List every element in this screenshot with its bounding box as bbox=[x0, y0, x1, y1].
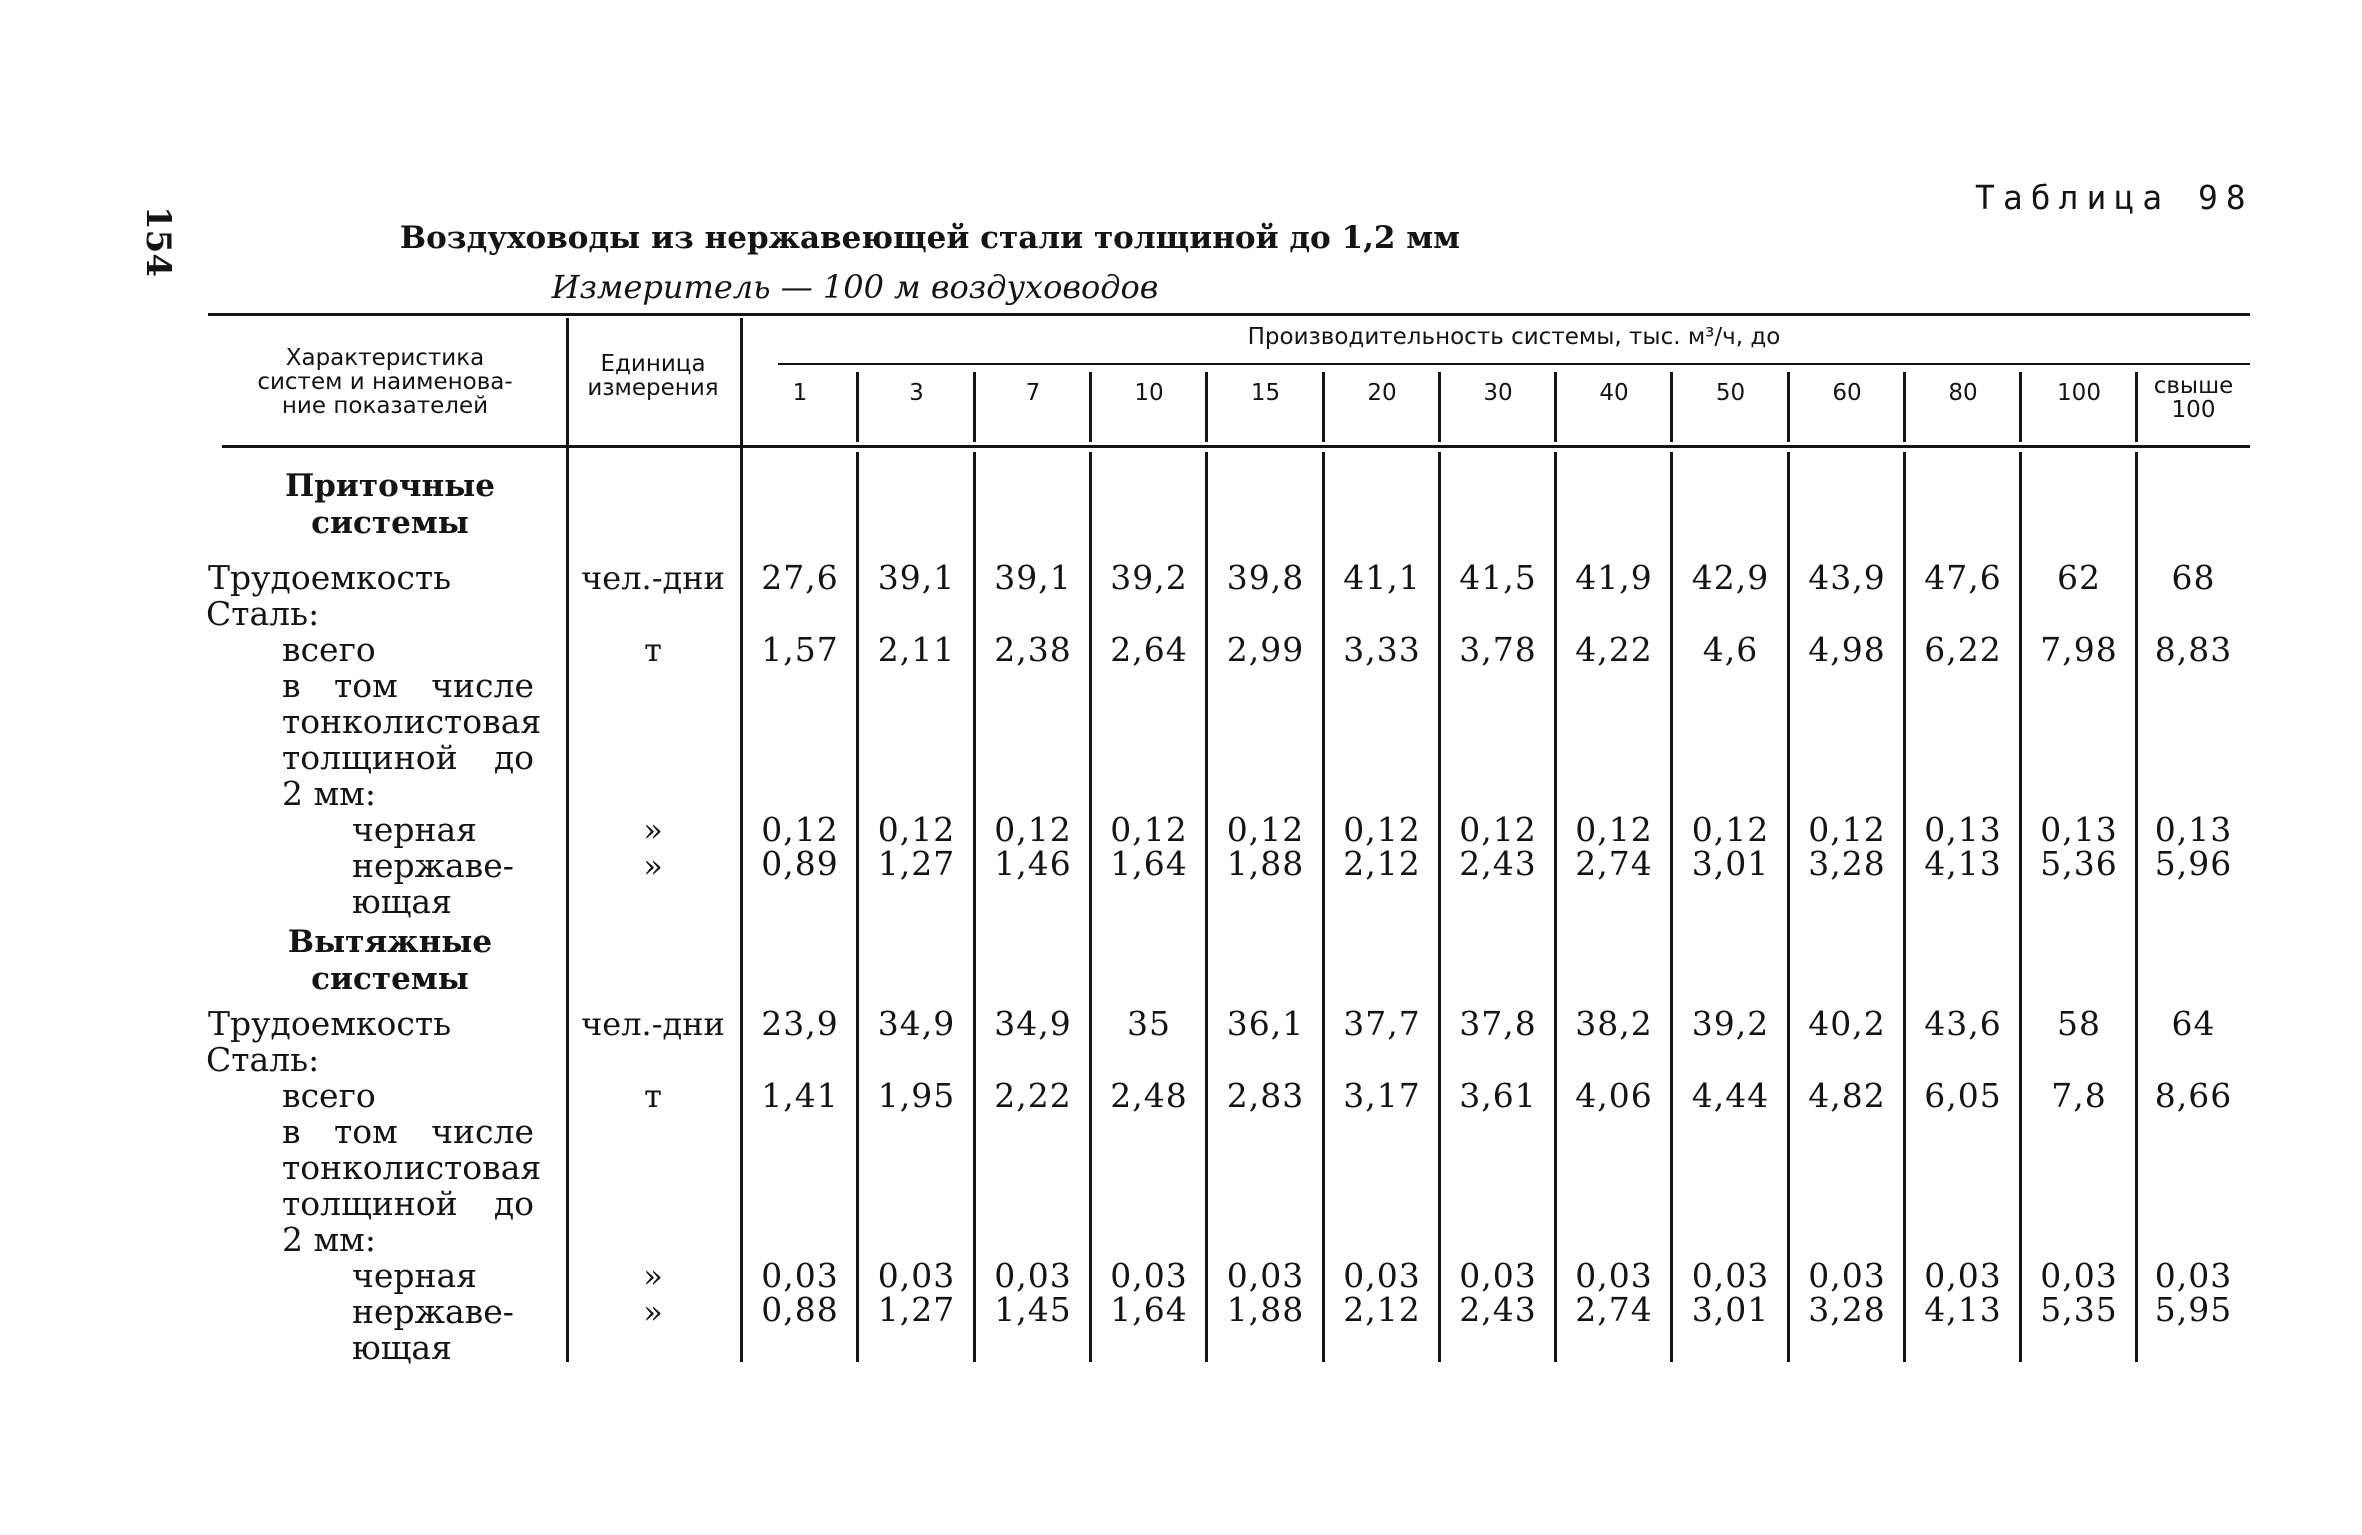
cell-total: 4,82 bbox=[1808, 1076, 1886, 1115]
cell-labor: 27,6 bbox=[761, 558, 839, 597]
cell-black: 0,12 bbox=[1110, 810, 1188, 849]
section-title-supply: Приточные системы bbox=[284, 468, 495, 541]
header-capacity: Производительность системы, тыс. м³/ч, до bbox=[1247, 324, 1781, 350]
cell-total: 7,98 bbox=[2040, 630, 2118, 669]
column-separator bbox=[1089, 372, 1092, 442]
cell-stainless: 1,64 bbox=[1110, 1290, 1188, 1329]
column-separator bbox=[1670, 372, 1673, 442]
cell-black: 0,12 bbox=[1459, 810, 1537, 849]
column-separator bbox=[1205, 372, 1208, 442]
section-title-exhaust: Вытяжные системы bbox=[287, 924, 493, 997]
cell-stainless: 0,88 bbox=[761, 1290, 839, 1329]
cell-black: 0,03 bbox=[994, 1256, 1072, 1295]
cell-stainless: 3,28 bbox=[1808, 844, 1886, 883]
cell-black: 0,12 bbox=[1691, 810, 1770, 849]
cell-stainless: 4,13 bbox=[1924, 1290, 2002, 1329]
cell-total: 6,05 bbox=[1924, 1076, 2002, 1115]
cell-total: 1,95 bbox=[877, 1076, 956, 1115]
cell-labor: 39,1 bbox=[994, 558, 1072, 597]
cell-stainless: 5,96 bbox=[2154, 844, 2233, 883]
cell-black: 0,12 bbox=[761, 810, 839, 849]
cell-black: 0,13 bbox=[2040, 810, 2118, 849]
cell-total: 4,22 bbox=[1575, 630, 1653, 669]
column-separator bbox=[1903, 372, 1906, 442]
cell-black: 0,03 bbox=[1691, 1256, 1770, 1295]
cell-black: 0,03 bbox=[1226, 1256, 1305, 1295]
cell-labor: 35 bbox=[1127, 1004, 1171, 1043]
cell-labor: 62 bbox=[2057, 558, 2101, 597]
cell-total: 2,22 bbox=[994, 1076, 1072, 1115]
column-separator bbox=[1322, 372, 1325, 442]
cell-stainless: 2,43 bbox=[1459, 1290, 1537, 1329]
cell-total: 1,41 bbox=[761, 1076, 839, 1115]
cell-stainless: 1,88 bbox=[1226, 1290, 1305, 1329]
header-column-6: 20 bbox=[1367, 380, 1397, 406]
cell-labor: 39,1 bbox=[877, 558, 956, 597]
cell-black: 0,03 bbox=[1343, 1256, 1421, 1295]
column-separator bbox=[1438, 372, 1441, 442]
cell-total: 2,83 bbox=[1226, 1076, 1305, 1115]
cell-black: 0,03 bbox=[1575, 1256, 1653, 1295]
cell-black: 0,12 bbox=[877, 810, 956, 849]
unit-total: т bbox=[644, 1077, 662, 1115]
row-label-black: черная bbox=[352, 810, 477, 849]
cell-stainless: 1,27 bbox=[877, 844, 956, 883]
table-top-rule bbox=[208, 313, 2250, 316]
cell-black: 0,13 bbox=[1924, 810, 2002, 849]
cell-labor: 39,2 bbox=[1691, 1004, 1770, 1043]
row-label-labor: Трудоемкость bbox=[208, 558, 452, 597]
row-label-total: всего bbox=[282, 630, 376, 669]
cell-labor: 36,1 bbox=[1226, 1004, 1305, 1043]
unit-labor: чел.-дни bbox=[581, 559, 725, 597]
cell-stainless: 5,36 bbox=[2040, 844, 2118, 883]
cell-labor: 37,7 bbox=[1343, 1004, 1421, 1043]
row-label-thin-sheet: в том числе тонколистовая толщиной до 2 мм: bbox=[282, 666, 542, 813]
cell-black: 0,03 bbox=[1110, 1256, 1188, 1295]
cell-stainless: 0,89 bbox=[761, 844, 839, 883]
cell-stainless: 5,35 bbox=[2040, 1290, 2118, 1329]
cell-black: 0,12 bbox=[1808, 810, 1886, 849]
cell-labor: 37,8 bbox=[1459, 1004, 1537, 1043]
row-label-stainless: нержаве- ющая bbox=[352, 846, 514, 921]
cell-labor: 47,6 bbox=[1924, 558, 2002, 597]
table-title: Воздуховоды из нержавеющей стали толщиной до 1,2 мм bbox=[399, 220, 1461, 256]
capacity-rule bbox=[778, 363, 2250, 365]
cell-total: 4,06 bbox=[1575, 1076, 1653, 1115]
cell-stainless: 1,27 bbox=[877, 1290, 956, 1329]
cell-total: 4,98 bbox=[1808, 630, 1886, 669]
cell-total: 6,22 bbox=[1924, 630, 2002, 669]
unit-total: т bbox=[644, 631, 662, 669]
row-label-total: всего bbox=[282, 1076, 376, 1115]
cell-black: 0,03 bbox=[1459, 1256, 1537, 1295]
header-column-4: 10 bbox=[1134, 380, 1164, 406]
cell-black: 0,03 bbox=[2154, 1256, 2233, 1295]
cell-labor: 43,9 bbox=[1808, 558, 1886, 597]
cell-black: 0,03 bbox=[1924, 1256, 2002, 1295]
row-label-labor: Трудоемкость bbox=[208, 1004, 452, 1043]
cell-total: 1,57 bbox=[761, 630, 839, 669]
column-separator bbox=[973, 372, 976, 442]
row-label-steel: Сталь: bbox=[206, 1040, 320, 1079]
cell-black: 0,03 bbox=[2040, 1256, 2118, 1295]
header-column-10: 60 bbox=[1832, 380, 1862, 406]
cell-total: 8,66 bbox=[2154, 1076, 2233, 1115]
header-column-2: 3 bbox=[909, 380, 924, 406]
cell-labor: 64 bbox=[2171, 1004, 2216, 1043]
cell-stainless: 4,13 bbox=[1924, 844, 2002, 883]
cell-labor: 43,6 bbox=[1924, 1004, 2002, 1043]
cell-labor: 23,9 bbox=[761, 1004, 839, 1043]
header-characteristic: Характеристика систем и наименова- ние показателей bbox=[257, 345, 513, 419]
cell-labor: 39,8 bbox=[1226, 558, 1305, 597]
cell-stainless: 1,46 bbox=[994, 844, 1072, 883]
cell-black: 0,12 bbox=[1226, 810, 1305, 849]
cell-total: 3,33 bbox=[1343, 630, 1421, 669]
cell-stainless: 5,95 bbox=[2154, 1290, 2233, 1329]
unit-black: » bbox=[643, 811, 663, 849]
cell-total: 2,99 bbox=[1226, 630, 1305, 669]
cell-total: 7,8 bbox=[2051, 1076, 2107, 1115]
header-column-3: 7 bbox=[1025, 380, 1041, 406]
cell-black: 0,03 bbox=[877, 1256, 956, 1295]
header-column-9: 50 bbox=[1715, 380, 1746, 406]
cell-black: 0,12 bbox=[994, 810, 1072, 849]
cell-total: 4,6 bbox=[1702, 630, 1759, 669]
cell-stainless: 1,45 bbox=[994, 1290, 1072, 1329]
cell-labor: 68 bbox=[2171, 558, 2216, 597]
cell-total: 4,44 bbox=[1691, 1076, 1770, 1115]
cell-total: 2,64 bbox=[1110, 630, 1188, 669]
cell-stainless: 3,01 bbox=[1691, 1290, 1770, 1329]
cell-labor: 38,2 bbox=[1575, 1004, 1653, 1043]
cell-total: 2,48 bbox=[1110, 1076, 1188, 1115]
header-column-13: свыше 100 bbox=[2153, 373, 2234, 423]
cell-black: 0,12 bbox=[1343, 810, 1421, 849]
cell-labor: 42,9 bbox=[1691, 558, 1770, 597]
cell-labor: 41,5 bbox=[1459, 558, 1537, 597]
column-separator bbox=[1787, 372, 1790, 442]
page-number: 154 bbox=[138, 206, 178, 277]
cell-stainless: 2,12 bbox=[1343, 844, 1421, 883]
cell-stainless: 1,88 bbox=[1226, 844, 1305, 883]
cell-stainless: 2,74 bbox=[1575, 1290, 1653, 1329]
cell-labor: 39,2 bbox=[1110, 558, 1188, 597]
unit-stainless: » bbox=[643, 847, 663, 885]
cell-black: 0,13 bbox=[2154, 810, 2233, 849]
cell-labor: 41,9 bbox=[1575, 558, 1653, 597]
cell-black: 0,03 bbox=[1808, 1256, 1886, 1295]
header-column-7: 30 bbox=[1483, 380, 1513, 406]
cell-black: 0,12 bbox=[1575, 810, 1653, 849]
column-separator bbox=[856, 372, 859, 442]
row-label-black: черная bbox=[352, 1256, 477, 1295]
cell-stainless: 2,12 bbox=[1343, 1290, 1421, 1329]
unit-stainless: » bbox=[643, 1293, 663, 1331]
cell-labor: 34,9 bbox=[877, 1004, 956, 1043]
unit-black: » bbox=[643, 1257, 663, 1295]
cell-total: 3,17 bbox=[1343, 1076, 1421, 1115]
cell-stainless: 2,43 bbox=[1459, 844, 1537, 883]
cell-labor: 40,2 bbox=[1808, 1004, 1886, 1043]
cell-labor: 41,1 bbox=[1343, 558, 1421, 597]
header-column-11: 80 bbox=[1948, 380, 1978, 406]
header-column-5: 15 bbox=[1250, 380, 1281, 406]
header-column-8: 40 bbox=[1599, 380, 1629, 406]
cell-total: 8,83 bbox=[2154, 630, 2233, 669]
cell-labor: 34,9 bbox=[994, 1004, 1072, 1043]
cell-total: 3,61 bbox=[1459, 1076, 1537, 1115]
header-bottom-rule bbox=[222, 445, 2250, 448]
cell-stainless: 2,74 bbox=[1575, 844, 1653, 883]
cell-black: 0,03 bbox=[761, 1256, 839, 1295]
column-separator bbox=[1554, 372, 1557, 442]
row-label-thin-sheet: в том числе тонколистовая толщиной до 2 мм: bbox=[282, 1112, 542, 1259]
table-subtitle: Измеритель — 100 м воздуховодов bbox=[551, 268, 1159, 306]
cell-stainless: 3,01 bbox=[1691, 844, 1770, 883]
header-column-1: 1 bbox=[792, 380, 808, 406]
unit-labor: чел.-дни bbox=[581, 1005, 725, 1043]
header-unit: Единица измерения bbox=[587, 351, 719, 401]
column-separator bbox=[2019, 372, 2022, 442]
row-label-steel: Сталь: bbox=[206, 594, 320, 633]
row-label-stainless: нержаве- ющая bbox=[352, 1292, 514, 1367]
cell-stainless: 3,28 bbox=[1808, 1290, 1886, 1329]
cell-stainless: 1,64 bbox=[1110, 844, 1188, 883]
header-column-12: 100 bbox=[2057, 380, 2101, 406]
column-separator bbox=[2135, 372, 2138, 442]
cell-labor: 58 bbox=[2057, 1004, 2101, 1043]
cell-total: 2,11 bbox=[877, 630, 956, 669]
cell-total: 3,78 bbox=[1459, 630, 1537, 669]
cell-total: 2,38 bbox=[994, 630, 1072, 669]
table-number: Таблица 98 bbox=[1975, 178, 2254, 217]
